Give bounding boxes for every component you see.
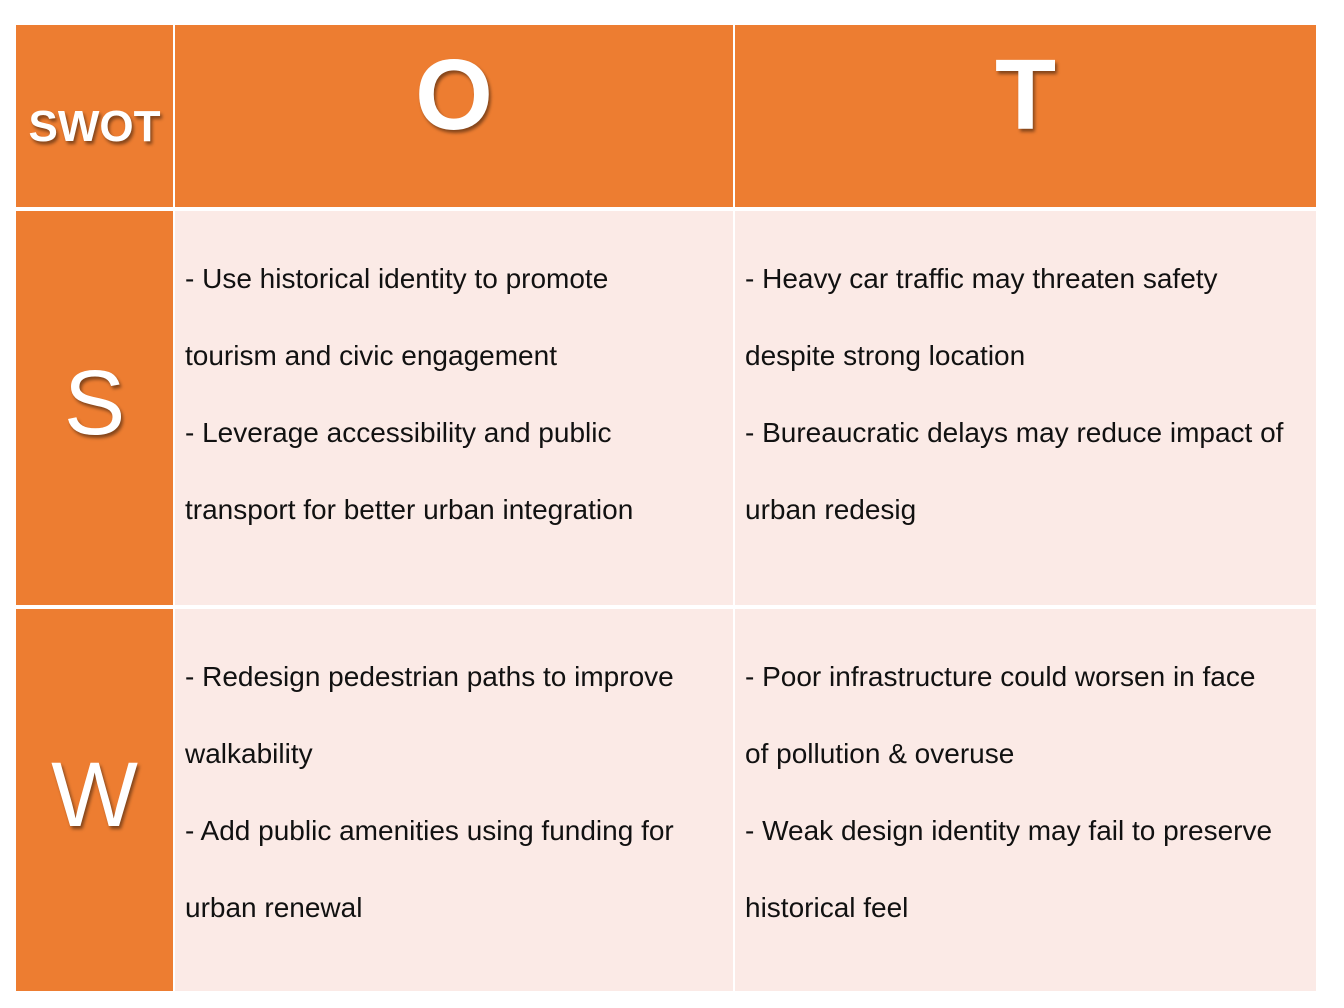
swot-table <box>16 25 1316 991</box>
cell-line: urban redesig <box>745 494 917 525</box>
cell-line: urban renewal <box>185 892 363 923</box>
cell-line: of pollution & overuse <box>745 738 1015 769</box>
cell-line: tourism and civic engagement <box>185 340 557 371</box>
cell-line: walkability <box>185 738 313 769</box>
cell-so <box>173 207 733 605</box>
cell-line: - Poor infrastructure could worsen in face <box>745 661 1256 692</box>
cell-line: - Use historical identity to promote <box>185 263 609 294</box>
cell-line: - Weak design identity may fail to preserve <box>745 815 1273 846</box>
cell-wo <box>173 605 733 991</box>
corner-header: SWOT <box>16 25 173 207</box>
cell-line: - Heavy car traffic may threaten safety <box>745 263 1218 294</box>
cell-wt <box>733 605 1316 991</box>
column-header-threats: T <box>733 25 1316 207</box>
row-header-strengths: S <box>16 207 173 605</box>
column-header-opportunities: O <box>173 25 733 207</box>
cell-line: - Redesign pedestrian paths to improve <box>185 661 674 692</box>
cell-st <box>733 207 1316 605</box>
cell-line: - Leverage accessibility and public <box>185 417 612 448</box>
cell-line: transport for better urban integration <box>185 494 634 525</box>
cell-line: historical feel <box>745 892 909 923</box>
cell-line: despite strong location <box>745 340 1026 371</box>
cell-line: - Add public amenities using funding for <box>185 815 674 846</box>
cell-line: - Bureaucratic delays may reduce impact of <box>745 417 1284 448</box>
row-header-weaknesses: W <box>16 605 173 991</box>
